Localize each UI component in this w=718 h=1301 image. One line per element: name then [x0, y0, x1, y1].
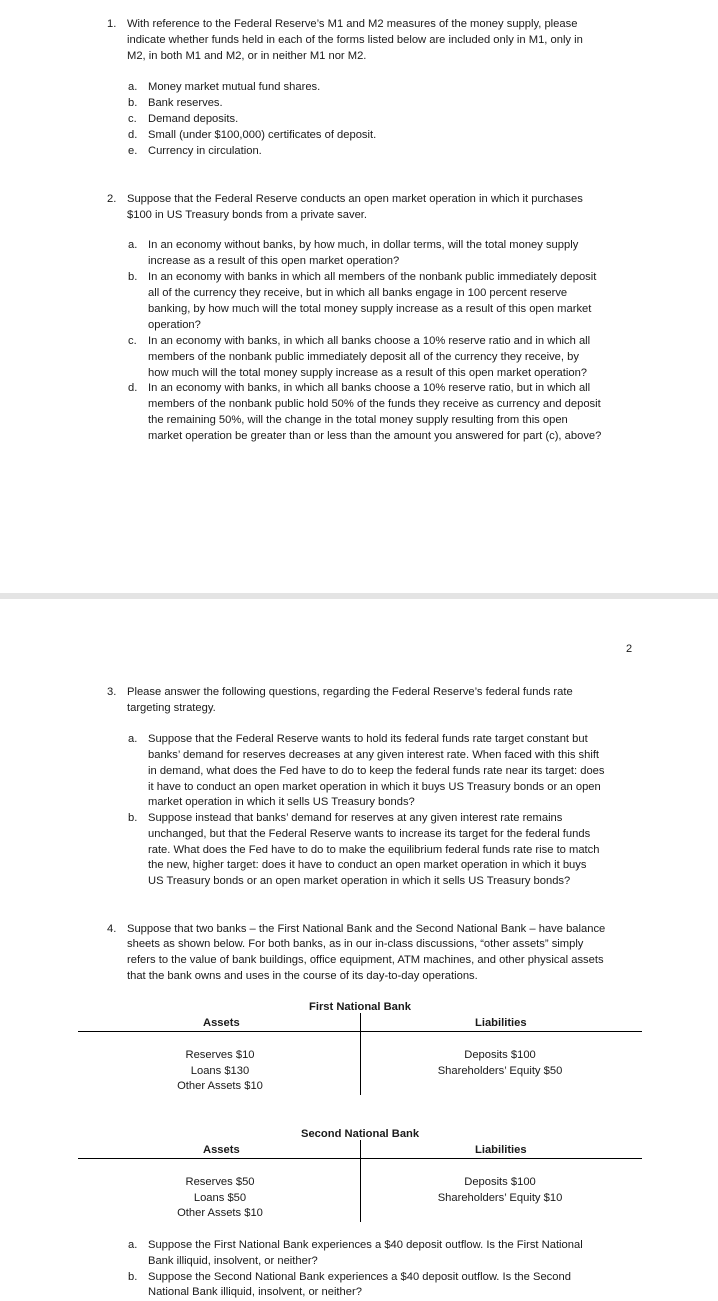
assets-header: Assets — [203, 1017, 240, 1029]
item-text: rate. What does the Fed have to do to make the equilibrium federal funds rate rise to match — [148, 844, 600, 856]
liability-entry: Shareholders’ Equity $10 — [437, 1192, 563, 1204]
item-text: banks’ demand for reserves decreases at any given interest rate. When faced with this shift — [148, 749, 600, 761]
item-label: a. — [128, 81, 138, 93]
item-text: operation? — [148, 319, 201, 331]
item-label: d. — [128, 129, 138, 141]
item-label: b. — [128, 1271, 138, 1283]
item-text: Money market mutual fund shares. — [148, 81, 321, 93]
item-text: the remaining 50%, will the change in the total money supply resulting from this open — [148, 414, 568, 426]
item-text: In an economy with banks, in which all banks choose a 10% reserve ratio and in which all — [148, 335, 591, 347]
item-text: the new, higher target: does it have to conduct an open market operation in which it buys — [148, 859, 587, 871]
item-text: Suppose the Second National Bank experiences a $40 deposit outflow. Is the Second — [148, 1271, 571, 1283]
liability-entry: Deposits $100 — [464, 1176, 536, 1188]
question-text-line: Suppose that two banks – the First National Bank and the Second National Bank – have balance — [127, 923, 606, 935]
liabilities-header: Liabilities — [475, 1144, 527, 1156]
item-text: Small (under $100,000) certificates of deposit. — [148, 129, 377, 141]
item-text: Bank illiquid, insolvent, or neither? — [148, 1255, 318, 1267]
item-label: d. — [128, 382, 138, 394]
item-label: c. — [128, 335, 137, 347]
asset-entry: Other Assets $10 — [177, 1080, 263, 1092]
asset-entry: Reserves $50 — [185, 1176, 255, 1188]
item-text: Bank reserves. — [148, 97, 223, 109]
item-text: market operation in which it sells US Treasury bonds? — [148, 796, 415, 808]
item-text: Suppose the First National Bank experiences a $40 deposit outflow. Is the First National — [148, 1239, 583, 1251]
item-text: increase as a result of this open market operation? — [148, 255, 400, 267]
item-text: In an economy without banks, by how much, in dollar terms, will the total money supply — [148, 239, 579, 251]
asset-entry: Other Assets $10 — [177, 1207, 263, 1219]
item-text: how much will the total money supply increase as a result of this open market operation? — [148, 367, 588, 379]
t-account-vertical-line — [360, 1140, 361, 1222]
question-text-line: refers to the value of bank buildings, office equipment, ATM machines, and other physical assets — [127, 954, 604, 966]
question-number: 3. — [107, 686, 117, 698]
question-number: 1. — [107, 18, 117, 30]
question-text-line: With reference to the Federal Reserve’s M1 and M2 measures of the money supply, please — [127, 18, 578, 30]
liability-entry: Shareholders’ Equity $50 — [437, 1065, 563, 1077]
item-text: Currency in circulation. — [148, 145, 262, 157]
question-text-line: that the bank owns and uses in the course of its day-to-day operations. — [127, 970, 478, 982]
item-text: National Bank illiquid, insolvent, or neither? — [148, 1286, 362, 1298]
item-text: US Treasury bonds or an open market operation in which it sells US Treasury bonds? — [148, 875, 571, 887]
page-break — [0, 593, 718, 599]
asset-entry: Loans $50 — [193, 1192, 247, 1204]
item-text: banking, by how much will the total money supply increase as a result of this open market — [148, 303, 592, 315]
liabilities-header: Liabilities — [475, 1017, 527, 1029]
bank-name: First National Bank — [309, 1001, 411, 1013]
item-text: in demand, what does the Fed have to do to keep the federal funds rate near its target: does — [148, 765, 605, 777]
item-text: Suppose instead that banks’ demand for reserves at any given interest rate remains — [148, 812, 563, 824]
item-text: Demand deposits. — [148, 113, 239, 125]
item-label: b. — [128, 97, 138, 109]
question-number: 2. — [107, 193, 117, 205]
question-text-line: M2, in both M1 and M2, or in neither M1 nor M2. — [127, 50, 367, 62]
item-text: market operation be greater than or less than the amount you answered for part (c), above? — [148, 430, 602, 442]
item-label: a. — [128, 1239, 138, 1251]
question-text-line: Suppose that the Federal Reserve conducts an open market operation in which it purchases — [127, 193, 583, 205]
question-text-line: Please answer the following questions, regarding the Federal Reserve’s federal funds rate — [127, 686, 573, 698]
question-text-line: $100 in US Treasury bonds from a private saver. — [127, 209, 368, 221]
item-text: Suppose that the Federal Reserve wants to hold its federal funds rate target constant but — [148, 733, 588, 745]
asset-entry: Reserves $10 — [185, 1049, 255, 1061]
question-text-line: sheets as shown below. For both banks, as in our in-class discussions, “other assets” simply — [127, 938, 584, 950]
item-label: c. — [128, 113, 137, 125]
page-number: 2 — [626, 643, 633, 655]
item-text: unchanged, but that the Federal Reserve wants to increase its target for the federal funds — [148, 828, 591, 840]
item-text: it have to conduct an open market operation in which it buys US Treasury bonds or an open — [148, 781, 601, 793]
item-text: members of the nonbank public hold 50% of the funds they receive as currency and deposit — [148, 398, 601, 410]
item-text: In an economy with banks in which all members of the nonbank public immediately deposit — [148, 271, 597, 283]
item-text: In an economy with banks, in which all banks choose a 10% reserve ratio, but in which all — [148, 382, 591, 394]
question-text-line: targeting strategy. — [127, 702, 216, 714]
item-label: e. — [128, 145, 138, 157]
bank-name: Second National Bank — [301, 1128, 420, 1140]
question-number: 4. — [107, 923, 117, 935]
t-account-vertical-line — [360, 1013, 361, 1095]
item-label: b. — [128, 271, 138, 283]
question-text-line: indicate whether funds held in each of the forms listed below are included only in M1, only in — [127, 34, 583, 46]
item-label: a. — [128, 239, 138, 251]
liability-entry: Deposits $100 — [464, 1049, 536, 1061]
item-label: a. — [128, 733, 138, 745]
assets-header: Assets — [203, 1144, 240, 1156]
item-text: all of the currency they receive, but in which all banks engage in 100 percent reserve — [148, 287, 568, 299]
item-text: members of the nonbank public immediately deposit all of the currency they receive, by — [148, 351, 579, 363]
asset-entry: Loans $130 — [190, 1065, 250, 1077]
item-label: b. — [128, 812, 138, 824]
